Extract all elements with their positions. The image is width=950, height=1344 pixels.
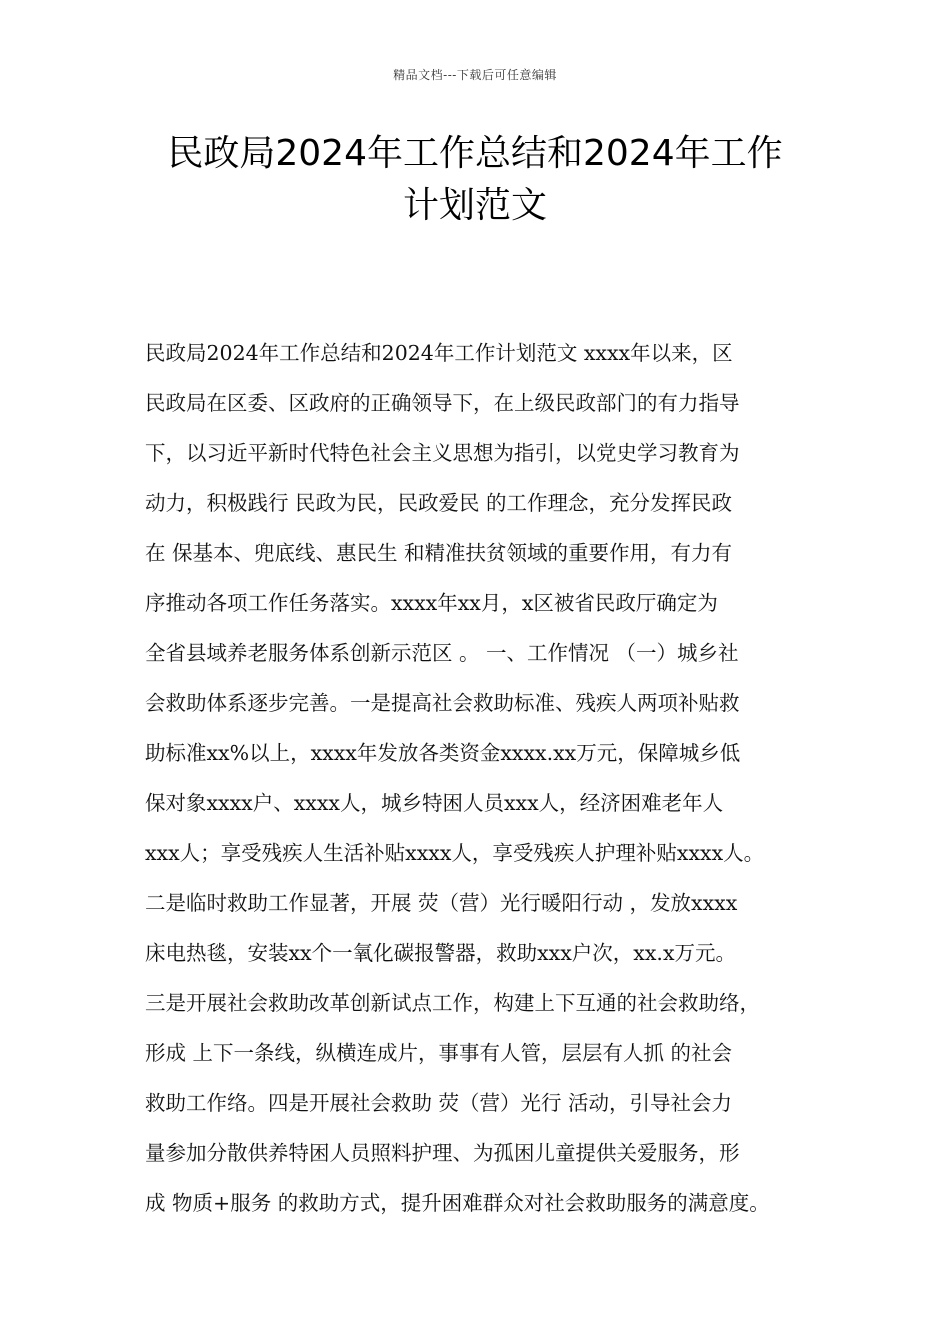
body-line: 救助工作络。四是开展社会救助 荧（营）光行 活动，引导社会力: [145, 1091, 733, 1115]
body-line: 序推动各项工作任务落实。xxxx年xx月，x区被省民政厅确定为: [145, 591, 718, 615]
body-line: 民政局2024年工作总结和2024年工作计划范文 xxxx年以来，区: [145, 341, 733, 365]
body-line: 全省县域养老服务体系创新示范区 。 一、工作情况 （一）城乡社: [145, 641, 739, 665]
body-line: 三是开展社会救助改革创新试点工作，构建上下互通的社会救助络，: [145, 991, 760, 1015]
header-note: 精品文档---下载后可任意编辑: [393, 68, 557, 82]
body-line: 二是临时救助工作显著，开展 荧（营）光行暖阳行动 ，发放xxxx: [145, 891, 738, 915]
title-line-1: 民政局2024年工作总结和2024年工作: [167, 133, 783, 174]
body-line: 成 物质+服务 的救助方式，提升困难群众对社会救助服务的满意度。: [145, 1191, 770, 1215]
body-line: 床电热毯，安装xx个一氧化碳报警器，救助xxx户次，xx.x万元。: [145, 941, 737, 965]
body-line: 形成 上下一条线，纵横连成片，事事有人管，层层有人抓 的社会: [145, 1041, 733, 1065]
body-line: 量参加分散供养特困人员照料护理、为孤困儿童提供关爱服务，形: [145, 1141, 740, 1165]
body-line: 在 保基本、兜底线、惠民生 和精准扶贫领域的重要作用，有力有: [145, 541, 733, 565]
body-line: 下，以习近平新时代特色社会主义思想为指引，以党史学习教育为: [145, 441, 740, 465]
document-title: [120, 128, 830, 232]
title-line-2: 计划范文: [402, 185, 547, 226]
body-line: xxx人；享受残疾人生活补贴xxxx人，享受残疾人护理补贴xxxx人。: [145, 841, 765, 865]
body-line: 保对象xxxx户、xxxx人，城乡特困人员xxx人，经济困难老年人: [145, 791, 724, 815]
body-line: 助标准xx%以上，xxxx年发放各类资金xxxx.xx万元，保障城乡低: [145, 741, 741, 765]
body-line: 民政局在区委、区政府的正确领导下，在上级民政部门的有力指导: [145, 391, 740, 415]
document-body: [145, 328, 813, 1228]
body-line: 动力，积极践行 民政为民，民政爱民 的工作理念，充分发挥民政: [145, 491, 733, 515]
body-line: 会救助体系逐步完善。一是提高社会救助标准、残疾人两项补贴救: [145, 691, 740, 715]
